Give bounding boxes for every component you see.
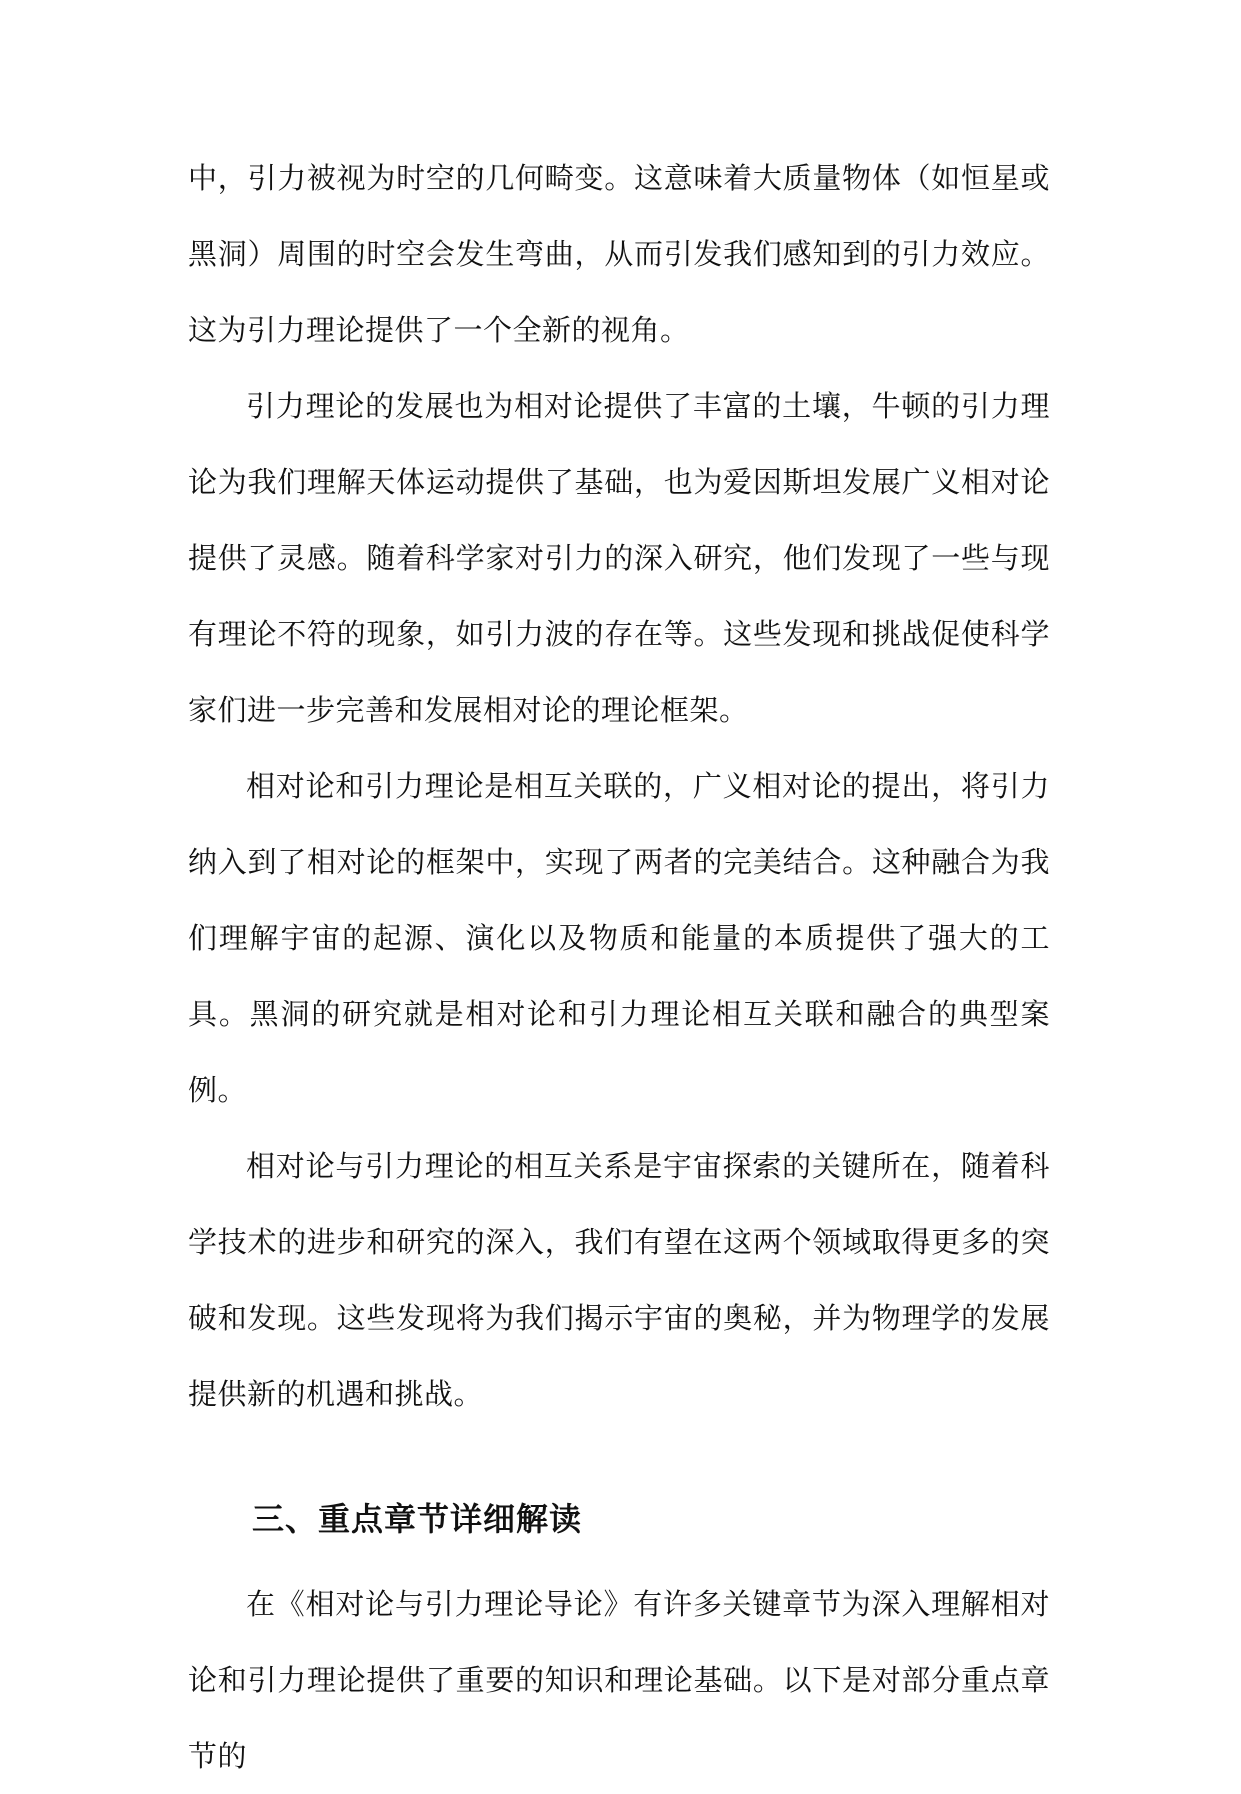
paragraph-cosmic-exploration: 相对论与引力理论的相互关系是宇宙探索的关键所在，随着科学技术的进步和研究的深入，我们有望在这两个领域取得更多的突破和发现。这些发现将为我们揭示宇宙的奥秘，并为物理学的发展提供新的机遇和挑战。 <box>188 1149 1050 1411</box>
document-body <box>188 140 1050 1794</box>
section-heading: 三、重点章节详细解读 <box>252 1500 583 1538</box>
paragraph-gravity-development: 引力理论的发展也为相对论提供了丰富的土壤，牛顿的引力理论为我们理解天体运动提供了基础，也为爱因斯坦发展广义相对论提供了灵感。随着科学家对引力的深入研究，他们发现了一些与现有理论不符的现象，如引力波的存在等。这些发现和挑战促使科学家们进一步完善和发展相对论的理论框架。 <box>188 389 1050 727</box>
paragraph-gravity-geometry: 中，引力被视为时空的几何畸变。这意味着大质量物体（如恒星或黑洞）周围的时空会发生弯曲，从而引发我们感知到的引力效应。这为引力理论提供了一个全新的视角。 <box>188 161 1050 347</box>
paragraph-relativity-gravity-link: 相对论和引力理论是相互关联的，广义相对论的提出，将引力纳入到了相对论的框架中，实现了两者的完美结合。这种融合为我们理解宇宙的起源、演化以及物质和能量的本质提供了强大的工具。黑洞的研究就是相对论和引力理论相互关联和融合的典型案例。 <box>188 769 1050 1107</box>
paragraph-key-chapters: 在《相对论与引力理论导论》有许多关键章节为深入理解相对论和引力理论提供了重要的知识和理论基础。以下是对部分重点章节的 <box>188 1587 1050 1773</box>
